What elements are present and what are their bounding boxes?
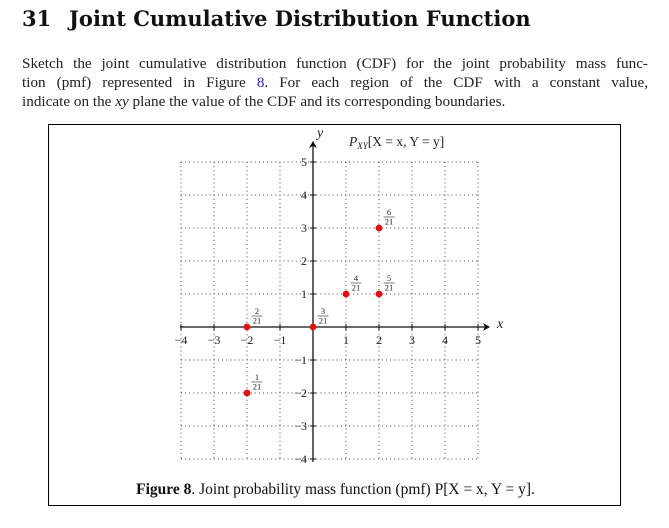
section-title: Joint Cumulative Distribution Function <box>69 6 531 31</box>
pmf-denominator: 21 <box>252 381 262 392</box>
pmf-numerator: 1 <box>254 372 260 382</box>
pmf-value-label <box>252 372 263 392</box>
section-heading <box>22 6 531 31</box>
pmf-numerator: 5 <box>386 273 392 283</box>
pmf-plot <box>49 125 622 475</box>
x-tick-label: 3 <box>409 333 415 347</box>
xy-plane-math: xy <box>115 93 129 110</box>
intro-line-2-text: tion (pmf) represented in Figure <box>22 74 257 91</box>
pmf-denominator: 21 <box>252 315 262 326</box>
pmf-label-rest: [X = x, Y = y] <box>367 134 445 149</box>
y-tick-label: −4 <box>294 452 307 466</box>
intro-line-3-tail: plane the value of the CDF and its corresponding boundaries. <box>128 93 506 110</box>
y-tick-label: −1 <box>294 353 307 367</box>
pmf-numerator: 6 <box>386 207 392 217</box>
pmf-value-label <box>252 306 263 326</box>
pmf-label-sub: XY <box>357 141 368 151</box>
pmf-point <box>244 390 251 397</box>
pmf-denominator: 21 <box>351 282 361 293</box>
pmf-point <box>376 225 383 232</box>
y-tick-label: −3 <box>294 419 307 433</box>
x-tick-label: −2 <box>240 333 254 347</box>
intro-line-1: Sketch the joint cumulative distribution function (CDF) for the joint probability mass func- <box>22 55 648 72</box>
pmf-denominator: 21 <box>384 282 394 293</box>
pmf-point <box>310 324 317 331</box>
intro-line-3-text: indicate on the <box>22 93 116 110</box>
figure-8-frame <box>48 124 621 506</box>
pmf-value-label <box>318 306 329 326</box>
caption-label: Figure 8 <box>136 481 192 498</box>
pmf-point <box>244 324 251 331</box>
pmf-numerator: 4 <box>353 273 359 283</box>
pmf-label <box>348 134 444 151</box>
y-tick-label: 1 <box>301 287 307 301</box>
pmf-numerator: 2 <box>254 306 260 316</box>
section-number: 31 <box>22 6 52 31</box>
pmf-label-p: P <box>349 134 358 149</box>
pmf-point <box>376 291 383 298</box>
x-tick-label: 2 <box>376 333 382 347</box>
caption-text: . Joint probability mass function (pmf) P[X = x, Y = y]. <box>191 481 535 498</box>
tick-labels <box>175 155 481 466</box>
y-tick-label: −2 <box>294 386 307 400</box>
figure-caption <box>49 481 622 499</box>
pmf-denominator: 21 <box>384 216 394 227</box>
y-tick-label: 5 <box>301 155 307 169</box>
pmf-points <box>244 207 395 396</box>
intro-line-2 <box>22 73 648 92</box>
intro-line-2-tail: . For each region of the CDF with a constant value, <box>264 74 648 91</box>
pmf-denominator: 21 <box>318 315 328 326</box>
pmf-point <box>343 291 350 298</box>
pmf-value-label <box>384 273 395 293</box>
x-tick-label: 4 <box>442 333 448 347</box>
x-tick-label: −3 <box>207 333 221 347</box>
figure-reference-link[interactable]: 8 <box>256 74 265 91</box>
pmf-numerator: 3 <box>320 306 326 316</box>
x-tick-label: −4 <box>174 333 188 347</box>
x-tick-label: −1 <box>273 333 287 347</box>
problem-statement <box>22 54 648 111</box>
pmf-value-label <box>351 273 362 293</box>
intro-line-3 <box>22 92 648 111</box>
x-axis-label: x <box>497 317 504 332</box>
y-tick-label: 2 <box>301 254 307 268</box>
dotted-grid <box>181 162 478 459</box>
y-tick-label: 3 <box>301 221 307 235</box>
x-tick-label: 1 <box>343 333 349 347</box>
y-axis-label: y <box>317 126 324 141</box>
axes <box>180 142 489 462</box>
y-tick-label: 4 <box>301 188 307 202</box>
x-tick-label: 5 <box>475 333 481 347</box>
pmf-value-label <box>384 207 395 227</box>
